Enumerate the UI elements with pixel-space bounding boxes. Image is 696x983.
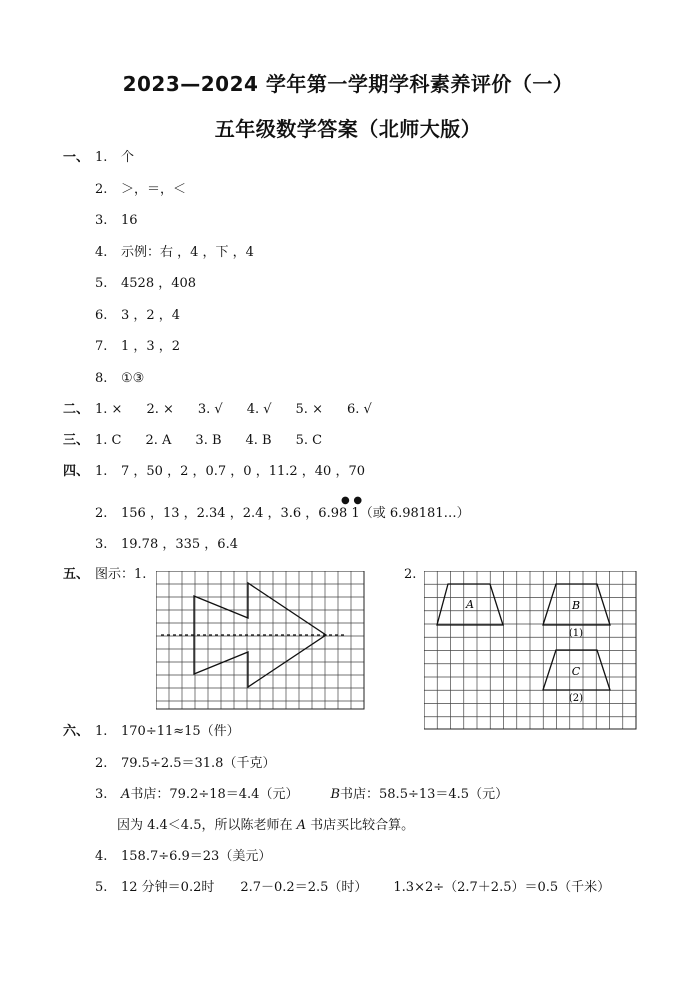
section-label-1: 一、 [63, 150, 90, 165]
answer-line [95, 536, 238, 554]
answer-text: 170÷11≈15（件） [121, 724, 240, 739]
judgement-answer: 5. × [295, 402, 323, 417]
question-number: 3. [95, 213, 108, 228]
answer-line [95, 338, 180, 356]
answer-line [95, 370, 144, 388]
choice-answer: 2. A [145, 433, 172, 448]
answer-line [117, 817, 414, 835]
question-number: 1. [95, 724, 108, 739]
question-number: 5. [95, 276, 108, 291]
repeating-dot: ● [353, 495, 363, 506]
question-number: 3. [95, 537, 108, 552]
answer-text: 1.3×2÷（2.7＋2.5）＝0.5（千米） [393, 880, 611, 895]
answer-line [95, 307, 180, 325]
choice-answer: 5. C [295, 433, 323, 448]
figure-2-grid [424, 571, 637, 731]
section-label-3: 三、 [63, 433, 90, 448]
answer-text: 书店：58.5÷13＝4.5（元） [340, 787, 509, 802]
answer-text: 书店买比较合算。 [306, 818, 415, 833]
answer-text: 7 ，50 ，2 ，0.7 ，0 ，11.2 ，40 ，70 [121, 464, 365, 479]
answer-text: 79.5÷2.5＝31.8（千克） [121, 756, 276, 771]
choice-answer: 4. B [245, 433, 272, 448]
repeating-digit: ● 1 [351, 495, 363, 521]
answer-text: 书店：79.2÷18＝4.4（元） [130, 787, 299, 802]
answer-text: 156 ，13 ，2.34 ，2.4 ，3.6 ，6.9 [121, 506, 339, 521]
section-label-6: 六、 [63, 724, 90, 739]
page-title: 2023—2024 学年第一学期学科素养评价（一） [122, 72, 574, 96]
question-number: 1. [95, 150, 108, 165]
answer-line [95, 181, 186, 199]
judgement-answer: 2. × [146, 402, 174, 417]
figure-intro: 图示：1. [95, 567, 147, 582]
question-number: 5. [95, 880, 108, 895]
section-label-4: 四、 [63, 464, 90, 479]
section-label-5: 五、 [63, 567, 90, 582]
answer-text: ＞，＝，＜ [121, 182, 187, 197]
question-number: 7. [95, 339, 108, 354]
answer-text-note: （或 6.98181…） [359, 506, 470, 521]
answer-text: 19.78 ，335 ，6.4 [121, 537, 238, 552]
answer-text: 1 ，3 ，2 [121, 339, 181, 354]
answer-text: 示例：右 ，4 ，下 ，4 [121, 245, 254, 260]
answer-line [95, 755, 275, 773]
store-letter: A [121, 787, 131, 802]
section-label-2: 二、 [63, 402, 90, 417]
judgement-answer: 1. × [95, 402, 123, 417]
repeating-digit: ● 8 [339, 495, 350, 521]
answer-line [95, 495, 470, 523]
answer-text: 3 ，2 ，4 [121, 308, 181, 323]
question-number: 2. [95, 756, 108, 771]
repeating-dot: ● [341, 495, 350, 506]
answer-line [95, 432, 346, 450]
answer-line [95, 275, 196, 293]
answer-line [95, 149, 134, 167]
answer-line [95, 848, 271, 866]
store-letter: B [330, 787, 341, 802]
shape-label-b: B [571, 599, 581, 612]
caption-2: (2) [568, 693, 584, 704]
question-number: 2. [95, 182, 108, 197]
answer-line [95, 723, 240, 741]
answer-line [95, 212, 138, 230]
answer-text: 个 [121, 150, 135, 165]
page-subtitle: 五年级数学答案（北师大版） [214, 117, 482, 141]
answer-text: 12 分钟＝0.2时 [121, 880, 215, 895]
answer-text: 因为 4.4＜4.5，所以陈老师在 [117, 818, 297, 833]
answer-text: 158.7÷6.9＝23（美元） [121, 849, 272, 864]
answer-text: 2.7－0.2＝2.5（时） [240, 880, 368, 895]
question-number: 2. [95, 506, 108, 521]
shape-label-c: C [571, 665, 581, 678]
answer-text: 16 [121, 213, 138, 228]
judgement-answer: 3. √ [197, 402, 223, 417]
answer-text: 4528 ，408 [121, 276, 197, 291]
choice-answer: 1. C [95, 433, 122, 448]
question-number: 3. [95, 787, 108, 802]
judgement-answer: 6. √ [346, 402, 372, 417]
answer-line [95, 786, 508, 804]
figure-1-grid [156, 571, 366, 711]
question-number: 4. [95, 849, 108, 864]
question-number: 4. [95, 245, 108, 260]
caption-1: (1) [568, 628, 584, 639]
choice-answer: 3. B [195, 433, 222, 448]
judgement-answer: 4. √ [246, 402, 272, 417]
question-number: 8. [95, 371, 108, 386]
answer-line [95, 401, 396, 419]
answer-line [95, 879, 610, 897]
answer-text: ①③ [121, 371, 145, 386]
answer-line [95, 244, 254, 262]
shape-label-a: A [466, 598, 474, 611]
figure-2-label: 2. [404, 567, 417, 582]
question-number: 1. [95, 464, 108, 479]
answer-line [95, 463, 365, 481]
store-letter: A [296, 818, 307, 833]
question-number: 6. [95, 308, 108, 323]
